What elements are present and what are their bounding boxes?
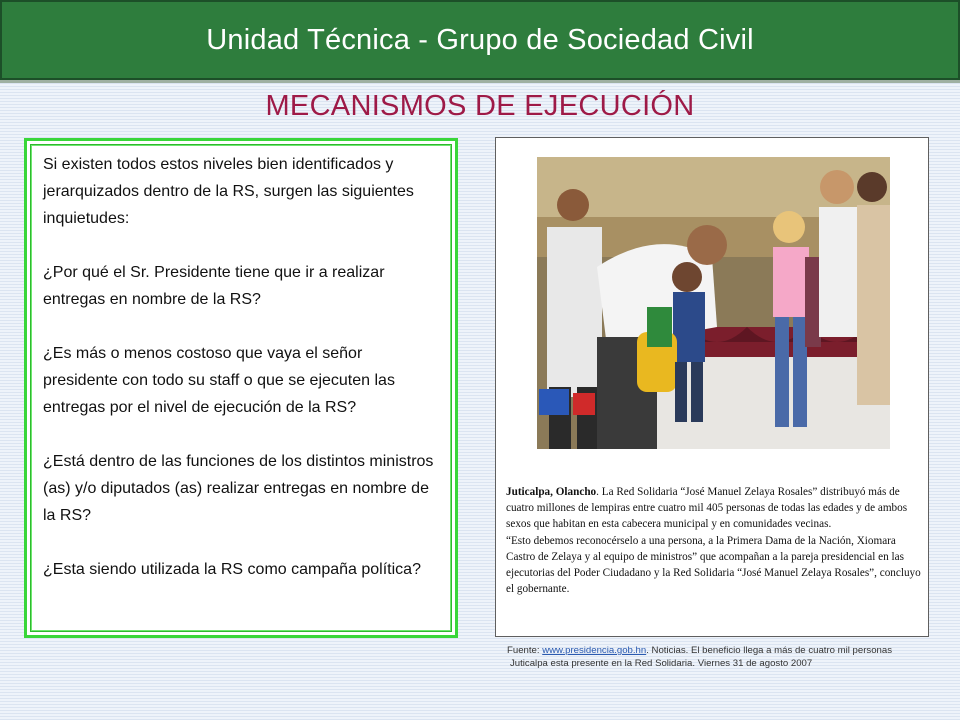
source-link[interactable]: www.presidencia.gob.hn [542,645,647,656]
header-title: Unidad Técnica - Grupo de Sociedad Civil [206,23,754,56]
source-line-2: Juticalpa esta presente en la Red Solidaria. Viernes 31 de agosto 2007 [510,658,813,669]
news-caption [506,484,922,597]
question-political-campaign: ¿Esta siendo utilizada la RS como campaña política? [43,561,421,578]
caption-lead [506,484,922,533]
header-bar [0,0,960,80]
source-line-1-rest: . Noticias. El beneficio llega a más de cuatro mil personas [646,645,893,656]
news-clipping [495,137,929,637]
news-photo [537,157,890,449]
caption-body: . La Red Solidaria “José Manuel Zelaya Rosales” distribuyó más de cuatro millones de lempiras entre cuatro mil 405 personas de todas las edades y de ambos sexos que habitan en esta cabecera municipal y en comunidades vecinas. [506,486,908,531]
slide-subtitle: MECANISMOS DE EJECUCIÓN [265,90,695,122]
question-cost: ¿Es más o menos costoso que vaya el señor presidente con todo su staff o que se ejecuten las entregas por el nivel de ejecución de la RS? [43,345,395,416]
question-president-deliveries: ¿Por qué el Sr. Presidente tiene que ir a realizar entregas en nombre de la RS? [43,264,385,308]
news-photo-illustration [537,157,890,449]
questions-text-box [24,138,458,638]
question-ministers-functions: ¿Está dentro de las funciones de los distintos ministros (as) y/o diputados (as) realizar entregas en nombre de la RS? [43,453,434,524]
caption-place: Juticalpa, Olancho [506,486,597,498]
source-citation [507,644,947,670]
source-prefix: Fuente: [507,645,543,656]
caption-quote: “Esto debemos reconocérselo a una persona, a la Primera Dama de la Nación, Xiomara Castro de Zelaya y al equipo de ministros” que acompañan a la pareja presidencial en las ejecutorias del Poder Ciudadano y la Red Solidaria “José Manuel Zelaya Rosales”, concluyo el gobernante. [506,534,921,596]
source-line-1 [507,644,947,657]
intro-paragraph: Si existen todos estos niveles bien identificados y jerarquizados dentro de la RS, surgen las siguientes inquietudes: [43,156,414,227]
